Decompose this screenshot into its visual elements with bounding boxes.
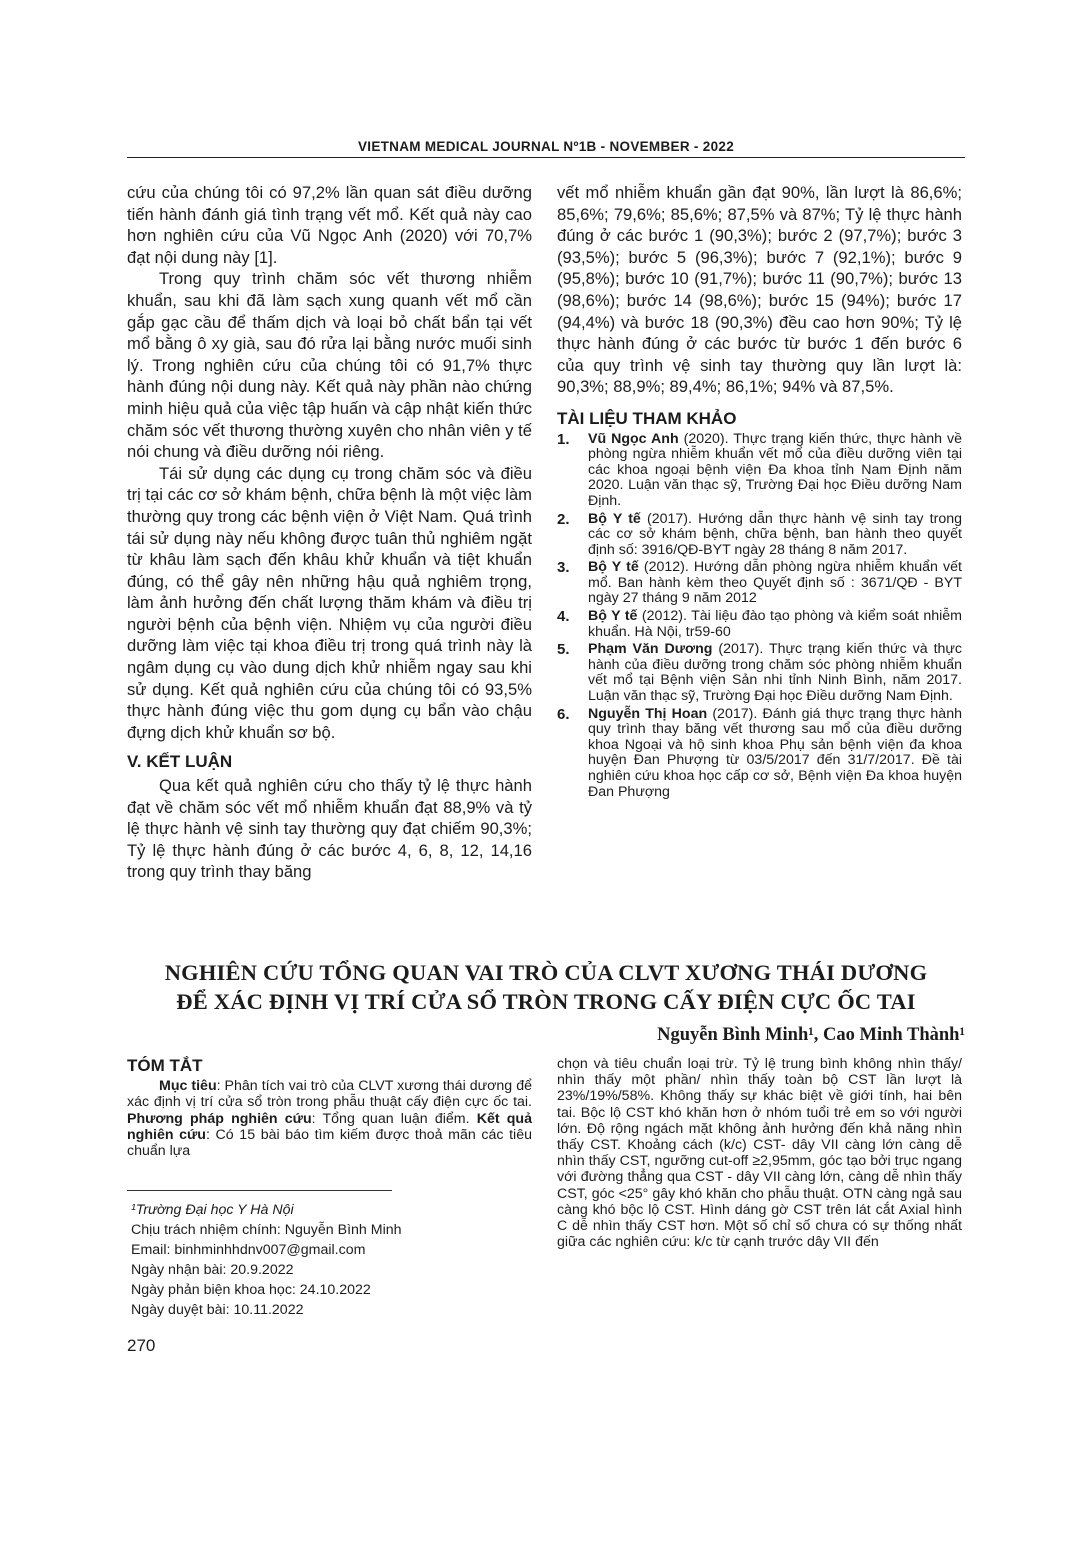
page-number: 270 bbox=[127, 1336, 156, 1355]
ref-number: 6. bbox=[557, 705, 570, 723]
paragraph: Tái sử dụng các dụng cụ trong chăm sóc và điều trị tại các cơ sở khám bệnh, chữa bệnh là một việc làm thường quy trong các bệnh viện ở Việt Nam. Quá trình tái sử dụng này nếu không được tuân thủ nghiêm ngặt từ khâu làm sạch đến khâu khử khuẩn và tiệt khuẩn đúng, có thể gây nên những hậu quả nghiêm trọng, làm ảnh hưởng đến chất lượng thăm khám và điều trị người bệnh của bệnh viện. Nhiệm vụ của người điều dưỡng làm việc tại khoa điều trị trong quá trình này là ngâm dụng cụ vào dung dịch khử nhiễm ngay sau khi sử dụng. Kết quả nghiên cứu của chúng tôi có 93,5% thực hành đúng việc thu gom dụng cụ bẩn vào chậu đựng dịch khử khuẩn sơ bộ. bbox=[127, 463, 532, 742]
abstract-paragraph bbox=[127, 1078, 532, 1159]
ref-text: (2017). Đánh giá thực trạng thực hành quy trình thay băng vết thương sau mổ của điều dưỡng khoa Ngoại và hộ sinh khoa Phụ sản bệnh viện đa khoa huyện Đan Phượng từ 03/5/2017 đến 31/7/2017. Đề tài nghiên cứu khoa học cấp cơ sở, Bệnh viện Đa khoa huyện Đan Phượng bbox=[588, 705, 962, 800]
reference-item bbox=[557, 512, 962, 559]
abstract-paragraph: chọn và tiêu chuẩn loại trừ. Tỷ lệ trung bình không nhìn thấy/ nhìn thấy một phần/ nhìn thấy toàn bộ CST lần lượt là 23%/19%/58%. Không thấy sự khác biệt về giới tính, hai bên tai. Bộc lộ CST khó khăn hơn ở nhóm tuổi trẻ em so với người lớn. Độ rộng ngách mặt không ảnh hưởng đến khả năng nhìn thấy CST. Khoảng cách (k/c) CST- dây VII càng lớn càng dễ nhìn thấy CST, ngưỡng cut-off ≥2,95mm, góc tạo bởi trục ngang với đường thẳng qua CST - dây VII càng lớn, càng dễ nhìn thấy CST, góc <25° gây khó khăn cho phẫu thuật. OTN càng ngả sau càng khó bộc lộ CST. Hình dáng gờ CST trên lát cắt Axial hình C dễ nhìn thấy CST hơn. Một số chỉ số chưa có sự thống nhất giữa các nghiên cứu: k/c từ cạnh trước dây VII đến bbox=[557, 1056, 962, 1251]
footnote-rule bbox=[127, 1190, 392, 1191]
date-received: Ngày nhận bài: 20.9.2022 bbox=[131, 1262, 294, 1278]
ref-author: Vũ Ngọc Anh bbox=[588, 430, 679, 447]
journal-header: VIETNAM MEDICAL JOURNAL Nº1B - NOVEMBER - 2022 bbox=[357, 139, 735, 154]
header-rule bbox=[127, 157, 965, 158]
reference-item bbox=[557, 642, 962, 704]
email: Email: binhminhhdnv007@gmail.com bbox=[131, 1242, 366, 1258]
date-approved: Ngày duyệt bài: 10.11.2022 bbox=[131, 1302, 304, 1318]
ref-text: (2012). Hướng dẫn phòng ngừa nhiễm khuẩn vết mổ. Ban hành kèm theo Quyết định số : 3671/QĐ - BYT ngày 27 tháng 9 năm 2012 bbox=[588, 559, 962, 607]
ref-author: Phạm Văn Dương bbox=[588, 641, 713, 658]
section-heading: V. KẾT LUẬN bbox=[127, 752, 233, 772]
ref-number: 4. bbox=[557, 608, 570, 626]
label-results: Kết quả nghiên cứu bbox=[127, 1110, 532, 1143]
paragraph: Trong quy trình chăm sóc vết thương nhiễm khuẩn, sau khi đã làm sạch xung quanh vết mổ cần gắp gạc cầu để thấm dịch và loại bỏ chất bẩn tại vết mổ bằng ô xy già, sau đó rửa lại bằng nước muối sinh lý. Trong nghiên cứu của chúng tôi có 91,7% thực hành đúng nội dung này. Kết quả này phần nào chứng minh hiệu quả của việc tập huấn và cập nhật kiến thức chăm sóc vết thương thường xuyên cho nhân viên y tế nói chung và điều dưỡng nói riêng. bbox=[127, 269, 532, 462]
paragraph: Qua kết quả nghiên cứu cho thấy tỷ lệ thực hành đạt về chăm sóc vết mổ nhiễm khuẩn đạt 88,9% và tỷ lệ thực hành vệ sinh tay thường quy đạt chiếm 90,3%; Tỷ lệ thực hành đúng ở các bước 4, 6, 8, 12, 14,16 trong quy trình thay băng bbox=[127, 776, 532, 882]
title-line: ĐỂ XÁC ĐỊNH VỊ TRÍ CỬA SỔ TRÒN TRONG CẤY ĐIỆN CỰC ỐC TAI bbox=[176, 989, 916, 1014]
ref-author: Bộ Y tế bbox=[588, 510, 641, 527]
paragraph: vết mổ nhiễm khuẩn gần đạt 90%, lần lượt là 86,6%; 85,6%; 79,6%; 85,6%; 87,5% và 87%; Tỷ lệ thực hành đúng ở các bước 1 (90,3%); bước 2 (97,7%); bước 3 (93,5%); bước 5 (96,3%); bước 7 (92,1%); bước 9 (95,8%); bước 10 (91,7%); bước 11 (90,7%); bước 13 (98,6%); bước 14 (98,6%); bước 15 (94%); bước 17 (94,4%) và bước 18 (90,3%) đều cao hơn 90%; Tỷ lệ thực hành đúng ở các bước từ bước 1 đến bước 6 của quy trình vệ sinh tay thường quy lần lượt là: 90,3%; 88,9%; 89,4%; 86,1%; 94% và 87,5%. bbox=[557, 183, 962, 397]
ref-text: (2020). Thực trạng kiến thức, thực hành về phòng ngừa nhiễm khuẩn vết mổ của điều dưỡng viên tại các khoa ngoại bệnh viện Đa khoa tỉnh Nam Định năm 2020. Luận văn thạc sỹ, Trường Đại học Điều dưỡng Nam Định. bbox=[588, 430, 962, 509]
ref-number: 2. bbox=[557, 510, 570, 528]
affiliation: ¹Trường Đại học Y Hà Nội bbox=[131, 1202, 294, 1218]
ref-text: (2017). Thực trạng kiến thức và thực hành của điều dưỡng trong chăm sóc phòng nhiễm khuẩn vết mổ tại Bệnh viện Sản nhi tỉnh Ninh Bình, năm 2017. Luận văn thạc sỹ, Trường Đại học Điều dưỡng Nam Định. bbox=[588, 641, 962, 705]
label-method: Phương pháp nghiên cứu bbox=[127, 1110, 312, 1127]
ref-number: 5. bbox=[557, 641, 570, 659]
label-objective: Mục tiêu bbox=[159, 1078, 217, 1095]
abstract-heading: TÓM TẮT bbox=[127, 1056, 203, 1075]
article-authors: Nguyễn Bình Minh¹, Cao Minh Thành¹ bbox=[657, 1025, 965, 1045]
ref-author: Nguyễn Thị Hoan bbox=[588, 705, 708, 722]
ref-author: Bộ Y tế bbox=[588, 559, 639, 576]
right-column bbox=[557, 182, 962, 802]
date-reviewed: Ngày phản biện khoa học: 24.10.2022 bbox=[131, 1282, 371, 1298]
ref-text: (2012). Tài liệu đào tạo phòng và kiểm soát nhiễm khuẩn. Hà Nội, tr59-60 bbox=[588, 608, 962, 640]
ref-number: 3. bbox=[557, 559, 570, 577]
reference-item bbox=[557, 609, 962, 640]
text-results: : Có 15 bài báo tìm kiếm được thoả mãn các tiêu chuẩn lựa bbox=[127, 1126, 532, 1160]
abstract-left bbox=[127, 1058, 532, 1159]
ref-author: Bộ Y tế bbox=[588, 608, 638, 625]
references-heading: TÀI LIỆU THAM KHẢO bbox=[557, 408, 737, 428]
left-column bbox=[127, 182, 532, 883]
ref-number: 1. bbox=[557, 430, 570, 448]
footnote bbox=[131, 1200, 402, 1320]
reference-item bbox=[557, 707, 962, 801]
reference-list bbox=[557, 432, 962, 801]
text-method: : Tổng quan luận điểm. bbox=[311, 1110, 477, 1127]
responsible-author: Chịu trách nhiệm chính: Nguyễn Bình Minh bbox=[131, 1222, 402, 1238]
text-objective: : Phân tích vai trò của CLVT xương thái dương để xác định vị trí cửa sổ tròn trong phẫu thuật cấy điện cực ốc tai. bbox=[127, 1078, 532, 1111]
reference-item bbox=[557, 432, 962, 510]
ref-text: (2017). Hướng dẫn thực hành vệ sinh tay trong các cơ sở khám bệnh, chữa bệnh, ban hành theo quyết định số: 3916/QĐ-BYT ngày 28 tháng 8 năm 2017. bbox=[588, 510, 962, 558]
abstract-right bbox=[557, 1056, 962, 1250]
paragraph: cứu của chúng tôi có 97,2% lần quan sát điều dưỡng tiến hành đánh giá tình trạng vết mổ. Kết quả này cao hơn nghiên cứu của Vũ Ngọc Anh (2020) với 70,7% đạt nội dung này [1]. bbox=[127, 183, 532, 267]
title-line: NGHIÊN CỨU TỔNG QUAN VAI TRÒ CỦA CLVT XƯƠNG THÁI DƯƠNG bbox=[164, 960, 928, 985]
reference-item bbox=[557, 560, 962, 607]
article-title bbox=[127, 958, 965, 1016]
